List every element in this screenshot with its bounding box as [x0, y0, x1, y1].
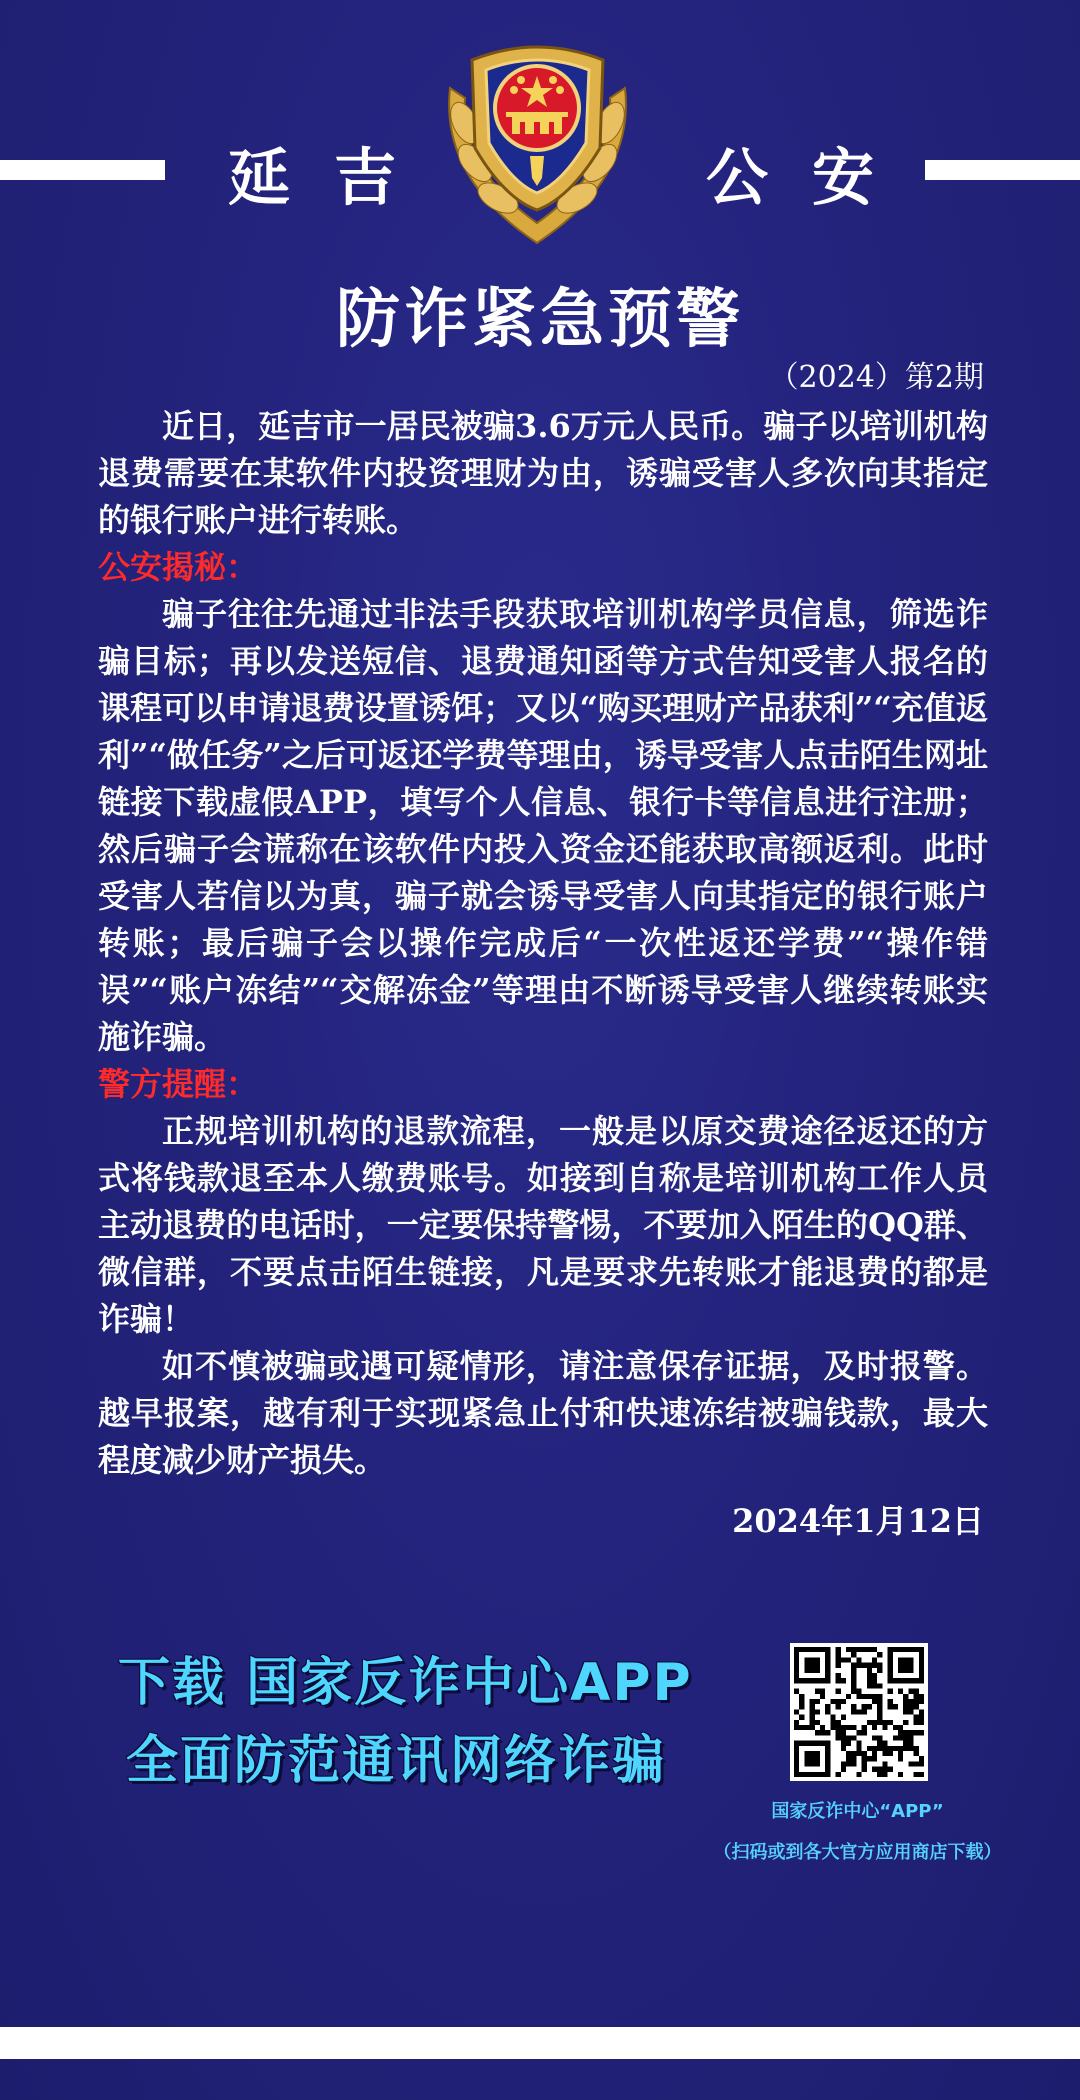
prevention-slogan: 全面防范通讯网络诈骗	[126, 1731, 667, 1791]
alert-body	[98, 403, 988, 1484]
download-slogan: 下载 国家反诈中心APP	[118, 1653, 693, 1713]
section-heading-police-reminder: 警方提醒：	[98, 1065, 259, 1103]
alert-title: 防诈紧急预警	[336, 282, 744, 357]
footer-divider	[0, 2027, 1080, 2059]
issue-number: （2024）第2期	[768, 360, 984, 395]
header-divider-left	[0, 160, 165, 180]
section-heading-police-reveal: 公安揭秘：	[98, 548, 259, 586]
publish-date: 2024年1月12日	[732, 1502, 984, 1540]
scam-method-paragraph: 骗子往往先通过非法手段获取培训机构学员信息，筛选诈骗目标；再以发送短信、退费通知函等方式告知受害人报名的课程可以申请退费设置诱饵；又以“购买理财产品获利”“充值返利”“做任务”之后可返还学费等理由，诱导受害人点击陌生网址链接下载虚假APP，填写个人信息、银行卡等信息进行注册；然后骗子会谎称在该软件内投入资金还能获取高额返利。此时受害人若信以为真，骗子就会诱导受害人向其指定的银行账户转账；最后骗子会以操作完成后“一次性返还学费”“操作错误”“账户冻结”“交解冻金”等理由不断诱导受害人继续转账实施诈骗。	[98, 595, 988, 1056]
org-name-left: 延吉	[228, 141, 441, 214]
qr-code-icon[interactable]	[790, 1643, 928, 1781]
intro-paragraph: 近日，延吉市一居民被骗3.6万元人民币。骗子以培训机构退费需要在某软件内投资理财为由，诱骗受害人多次向其指定的银行账户进行转账。	[98, 407, 988, 539]
police-emblem-icon	[420, 28, 655, 253]
refund-advice-paragraph: 正规培训机构的退款流程，一般是以原交费途径返还的方式将钱款退至本人缴费账号。如接到自称是培训机构工作人员主动退费的电话时，一定要保持警惕，不要加入陌生的QQ群、微信群，不要点击陌生链接，凡是要求先转账才能退费的都是诈骗！	[98, 1112, 988, 1338]
report-advice-paragraph: 如不慎被骗或遇可疑情形，请注意保存证据，及时报警。越早报案，越有利于实现紧急止付和快速冻结被骗钱款，最大程度减少财产损失。	[98, 1347, 988, 1479]
header-divider-right	[925, 160, 1080, 180]
qr-caption-instruction: （扫码或到各大官方应用商店下载）	[713, 1842, 1002, 1863]
qr-caption-app: 国家反诈中心“APP”	[771, 1801, 944, 1822]
org-name-right: 公安	[706, 141, 919, 214]
